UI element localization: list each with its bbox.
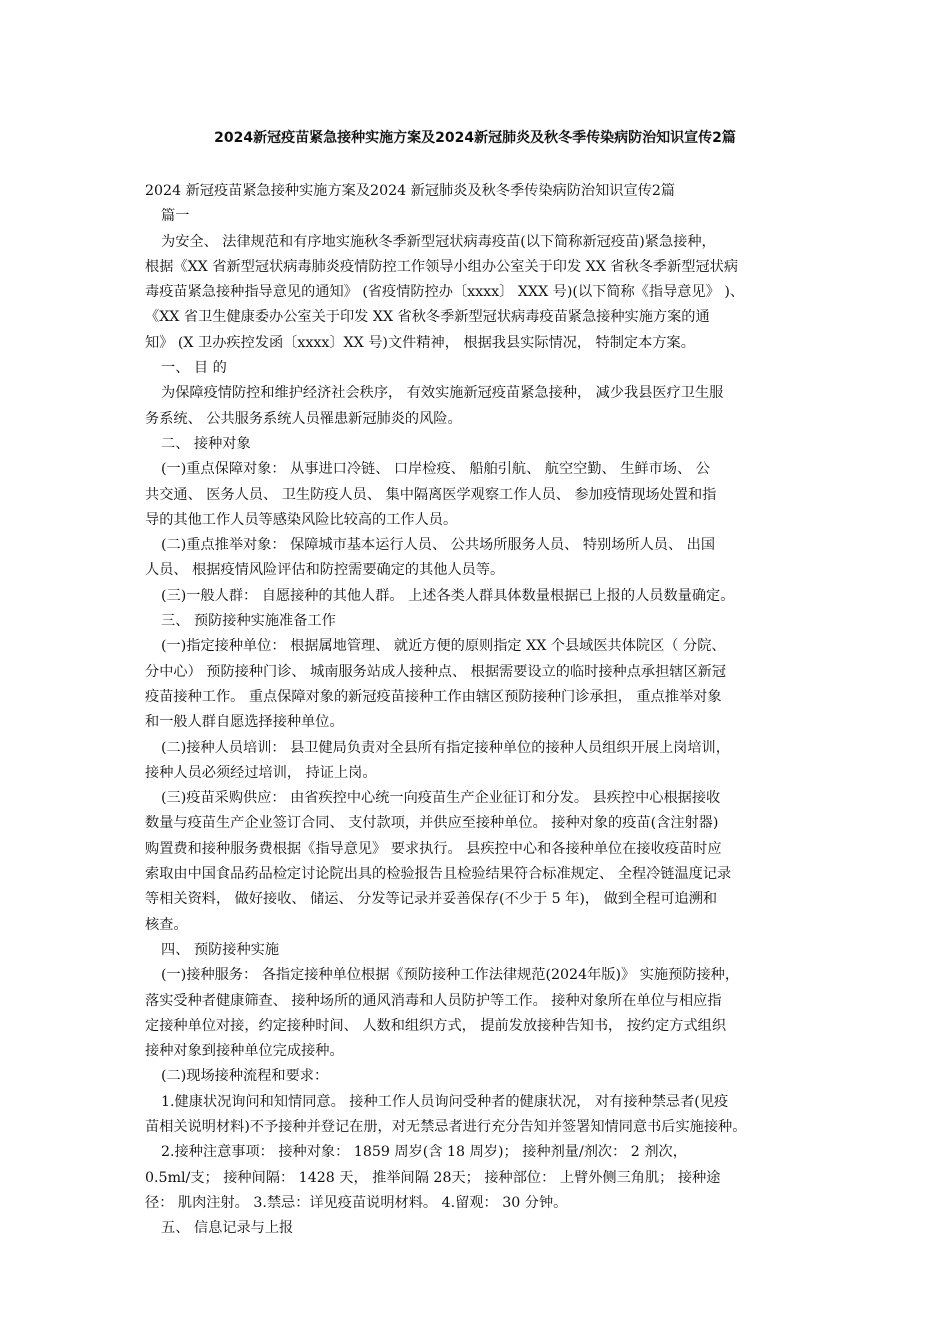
paragraph-line: (一)重点保障对象： 从事进口冷链、 口岸检疫、 船舶引航、 航空空勤、 生鲜市场、 公 (161, 461, 710, 478)
paragraph-line: 径： 肌肉注射。 3.禁忌：详见疫苗说明材料。 4.留观： 30 分钟。 (145, 1194, 568, 1211)
paragraph-line: 导的其他工作人员等感染风险比较高的工作人员。 (145, 511, 458, 528)
paragraph-line: (二)重点推举对象： 保障城市基本运行人员、 公共场所服务人员、 特别场所人员、 出国 (161, 537, 716, 554)
paragraph-line: (一)接种服务： 各指定接种单位根据《预防接种工作法律规范(2024年版)》 实施预防接种， (161, 967, 740, 984)
paragraph-line: 购置费和接种服务费根据《指导意见》 要求执行。 县疾控中心和各接种单位在接收疫苗时应 (145, 840, 722, 857)
paragraph-line: 定接种单位对接，约定接种时间、 人数和组织方式， 提前发放接种告知书， 按约定方式组织 (145, 1017, 727, 1034)
paragraph-line: 知》 (X 卫办疾控发函〔xxxx〕XX 号)文件精神， 根据我县实际情况， 特制定本方案。 (145, 334, 695, 351)
paragraph-line: 毒疫苗紧急接种指导意见的通知》 (省疫情防控办〔xxxx〕 XXX 号)(以下简称《指导意见》 )、 (145, 284, 745, 301)
paragraph-line: 索取由中国食品药品检定讨论院出具的检验报告且检验结果符合标准规定、 全程冷链温度记录 (145, 866, 732, 883)
paragraph-line: 根据《XX 省新型冠状病毒肺炎疫情防控工作领导小组办公室关于印发 XX 省秋冬季新型冠状病 (145, 258, 739, 275)
paragraph-line: 2.接种注意事项： 接种对象： 1859 周岁(含 18 周岁)； 接种剂量/剂次： 2 剂次， (161, 1144, 687, 1161)
paragraph-line: (二)接种人员培训： 县卫健局负责对全县所有指定接种单位的接种人员组织开展上岗培训， (161, 739, 730, 756)
paragraph-line: 一、 目 的 (161, 360, 227, 377)
paragraph-line: 务系统、 公共服务系统人员罹患新冠肺炎的风险。 (145, 410, 462, 427)
paragraph-line: 人员、 根据疫情风险评估和防控需要确定的其他人员等。 (145, 562, 505, 579)
paragraph-line: 接种人员必须经过培训， 持证上岗。 (145, 764, 377, 781)
paragraph-line: 为保障疫情防控和维护经济社会秩序， 有效实施新冠疫苗紧急接种， 减少我县医疗卫生服 (161, 385, 724, 402)
paragraph-line: 数量与疫苗生产企业签订合同、 支付款项，并供应至接种单位。 接种对象的疫苗(含注射器) (145, 815, 719, 832)
paragraph-line: (二)现场接种流程和要求： (161, 1068, 329, 1085)
paragraph-line: 三、 预防接种实施准备工作 (161, 613, 336, 630)
paragraph-line: 为安全、 法律规范和有序地实施秋冬季新型冠状病毒疫苗(以下简称新冠疫苗)紧急接种， (161, 233, 716, 250)
paragraph-line: 接种对象到接种单位完成接种。 (145, 1043, 344, 1060)
paragraph-line: 1.健康状况询问和知情同意。 接种工作人员询问受种者的健康状况， 对有接种禁忌者(见疫 (161, 1093, 729, 1110)
paragraph-line: 分中心） 预防接种门诊、 城南服务站成人接种点、 根据需要设立的临时接种点承担辖区新冠 (145, 663, 727, 680)
paragraph-line: 0.5ml/支； 接种间隔： 1428 天， 推举间隔 28天； 接种部位： 上臂外侧三角肌； 接种途 (145, 1169, 721, 1186)
paragraph-line: (一)指定接种单位： 根据属地管理、 就近方便的原则指定 XX 个县域医共体院区（ 分院、 (161, 638, 726, 655)
paragraph-line: 共交通、 医务人员、 卫生防疫人员、 集中隔离医学观察工作人员、 参加疫情现场处置和指 (145, 486, 717, 503)
paragraph-line: 落实受种者健康筛查、 接种场所的通风消毒和人员防护等工作。 接种对象所在单位与相应指 (145, 992, 722, 1009)
paragraph-line: (三)疫苗采购供应： 由省疾控中心统一向疫苗生产企业征订和分发。 县疾控中心根据接收 (161, 790, 721, 807)
paragraph-line: 2024 新冠疫苗紧急接种实施方案及2024 新冠肺炎及秋冬季传染病防治知识宣传2篇 (145, 183, 676, 199)
paragraph-line: 二、 接种对象 (161, 435, 251, 452)
paragraph-line: (三)一般人群： 自愿接种的其他人群。 上述各类人群具体数量根据已上报的人员数量确定。 (161, 587, 735, 604)
paragraph-line: 和一般人群自愿选择接种单位。 (145, 714, 344, 731)
paragraph-line: 五、 信息记录与上报 (161, 1220, 294, 1237)
paragraph-line: 核查。 (145, 916, 188, 933)
document-title: 2024新冠疫苗紧急接种实施方案及2024新冠肺炎及秋冬季传染病防治知识宣传2篇 (214, 130, 736, 146)
paragraph-line: 等相关资料， 做好接收、 储运、 分发等记录并妥善保存(不少于 5 年)， 做到全程可追溯和 (145, 891, 718, 908)
paragraph-line: 篇一 (161, 208, 190, 225)
paragraph-line: 苗相关说明材料)不予接种并登记在册，对无禁忌者进行充分告知并签署知情同意书后实施接种。 (145, 1118, 747, 1135)
document-body (145, 179, 807, 1241)
paragraph-line: 疫苗接种工作。 重点保障对象的新冠疫苗接种工作由辖区预防接种门诊承担， 重点推举对象 (145, 688, 722, 705)
paragraph-line: 四、 预防接种实施 (161, 941, 280, 958)
paragraph-line: 《XX 省卫生健康委办公室关于印发 XX 省秋冬季新型冠状病毒疫苗紧急接种实施方案的通 (145, 309, 710, 326)
